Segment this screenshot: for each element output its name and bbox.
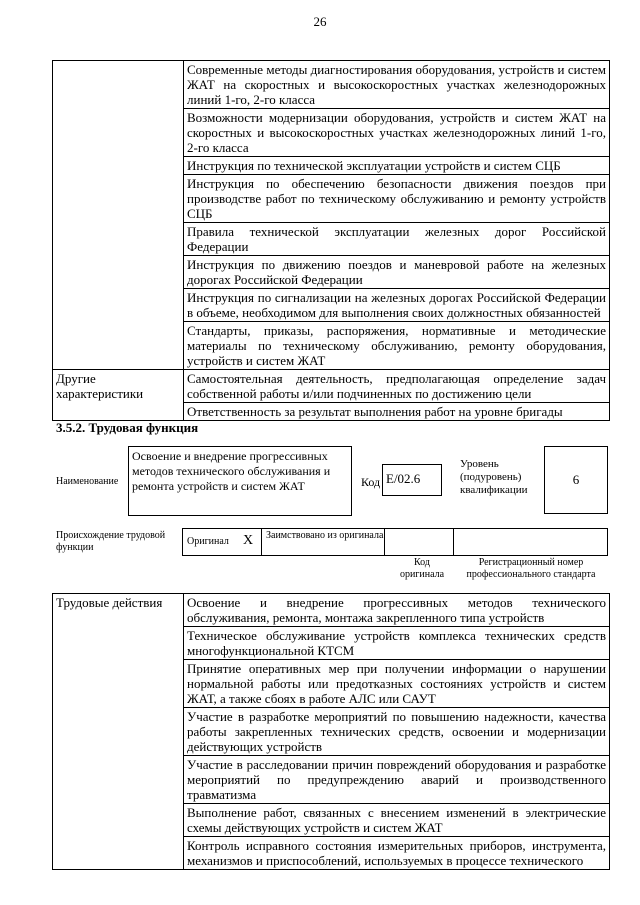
empty-label-cell <box>53 61 184 370</box>
code-original-caption: Код оригинала <box>399 557 445 580</box>
table-row: Техническое обслуживание устройств комплекса технических средств многофункциональной КТСМ <box>184 627 610 660</box>
reg-number-cell <box>453 528 608 556</box>
reg-number-caption: Регистрационный номер профессионального стандарта <box>466 557 596 580</box>
actions-table <box>52 593 610 870</box>
table-row: Участие в расследовании причин повреждений оборудования и разработке мероприятий по предупреждению аварий и производственного травматизма <box>184 756 610 804</box>
other-characteristics-label: Другие характеристики <box>53 370 184 421</box>
knowledge-table <box>52 60 610 421</box>
table-row: Выполнение работ, связанных с внесением изменений в электрические схемы действующих устройств и систем ЖАТ <box>184 804 610 837</box>
name-box <box>128 446 352 516</box>
original-mark: X <box>243 533 254 548</box>
table-row: Инструкция по технической эксплуатации устройств и систем СЦБ <box>184 157 610 175</box>
section-heading: 3.5.2. Трудовая функция <box>56 420 199 435</box>
level-value: 6 <box>572 472 580 487</box>
actions-label: Трудовые действия <box>53 594 184 870</box>
table-row: Участие в разработке мероприятий по повышению надежности, качества работы закрепленных технических средств, освоении и модернизации действующих устройств <box>184 708 610 756</box>
original-cell <box>182 528 262 556</box>
code-value: E/02.6 <box>386 471 421 486</box>
name-value: Освоение и внедрение прогрессивных методов технического обслуживания и ремонта устройств и систем ЖАТ <box>132 449 331 493</box>
table-row: Контроль исправного состояния измерительных приборов, инструмента, механизмов и приспособлений, используемых в процессе технического <box>184 837 610 870</box>
table-row: Правила технической эксплуатации железных дорог Российской Федерации <box>184 223 610 256</box>
code-box <box>382 464 442 496</box>
page-number: 26 <box>313 14 327 29</box>
level-label: Уровень (подуровень) квалификации <box>460 458 528 496</box>
borrowed-label: Заимствовано из оригинала <box>266 530 384 541</box>
code-label: Код <box>361 475 381 489</box>
name-label: Наименование <box>56 476 119 487</box>
table-row: Возможности модернизации оборудования, устройств и систем ЖАТ на скоростных и высокоскоростных участках железнодорожных линий 1-го, 2-го класса <box>184 109 610 157</box>
table-row: Освоение и внедрение прогрессивных методов технического обслуживания, ремонта, монтажа закрепленного типа устройств <box>184 594 610 627</box>
origin-label: Происхождение трудовой функции <box>56 530 166 553</box>
level-box <box>544 446 608 514</box>
table-row: Инструкция по обеспечению безопасности движения поездов при производстве работ по техническому обслуживанию и ремонту устройств СЦБ <box>184 175 610 223</box>
table-row: Инструкция по сигнализации на железных дорогах Российской Федерации в объеме, необходимом для выполнения своих должностных обязанностей <box>184 289 610 322</box>
table-row: Принятие оперативных мер при получении информации о нарушении нормальной работы или предотказных состояниях устройств и систем ЖАТ, а также сбоях в работе АЛС или САУТ <box>184 660 610 708</box>
original-label: Оригинал <box>187 536 229 547</box>
table-row: Современные методы диагностирования оборудования, устройств и систем ЖАТ на скоростных и высокоскоростных участках железнодорожных линий 1-го, 2-го класса <box>184 61 610 109</box>
table-row: Самостоятельная деятельность, предполагающая определение задач собственной работы и/или подчиненных по достижению цели <box>184 370 610 403</box>
code-original-cell <box>384 528 454 556</box>
borrowed-cell <box>261 528 385 556</box>
table-row: Стандарты, приказы, распоряжения, нормативные и методические материалы по техническому обслуживанию, ремонту оборудования, устройств и систем ЖАТ <box>184 322 610 370</box>
table-row: Ответственность за результат выполнения работ на уровне бригады <box>184 403 610 421</box>
table-row: Инструкция по движению поездов и маневровой работе на железных дорогах Российской Федерации <box>184 256 610 289</box>
